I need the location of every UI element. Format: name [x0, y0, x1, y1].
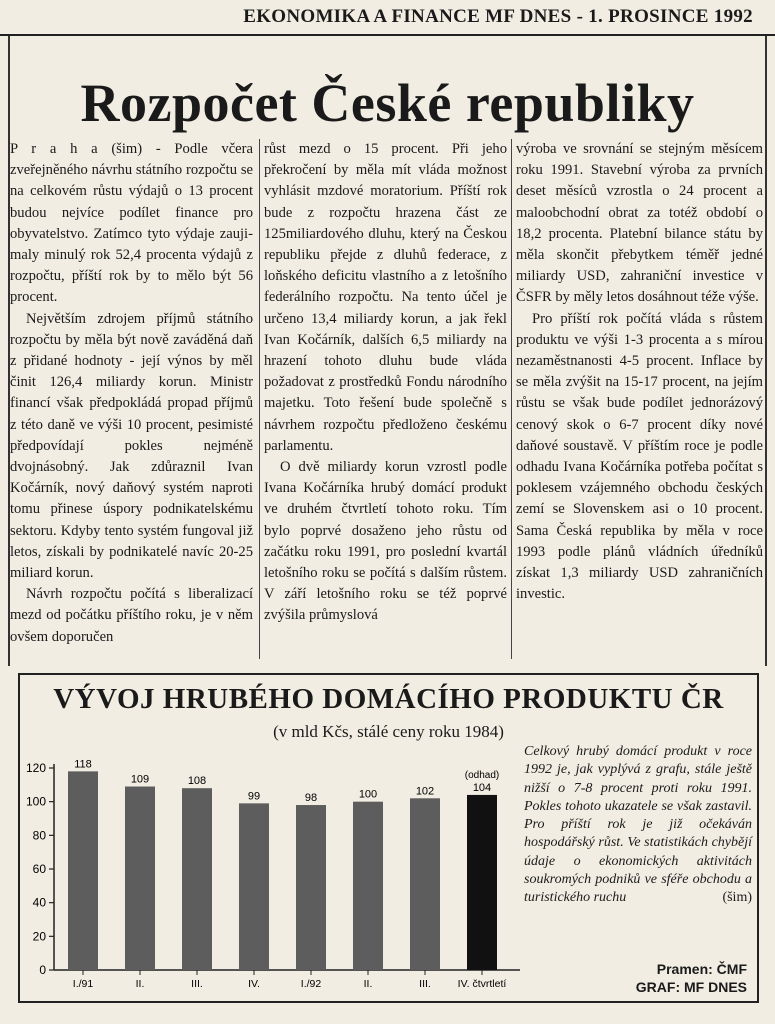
bar-annotation: (odhad) — [464, 769, 500, 781]
chart-subtitle: (v mld Kčs, stálé ceny roku 1984) — [273, 722, 504, 741]
bar-value-label: 102 — [415, 785, 435, 798]
paragraph: růst mezd o 15 procent. Při jeho překročení by měla mít vláda možnost vyhlásit mzdové moratorium. Příští rok bude z rozpočtu hrazena část ze 125miliardového dluhu, který na Českou republiku přejde z dluhů federace, z loňského deficitu vlastního a z letošního federálního rozpočtu. Na tento účel je určeno 13,4 miliardy korun, a jak řekl Ivan Kočárník, dalších 6,5 miliardy na hrazení tohoto dluhu bude vláda požadovat z prostředků Fondu národního majetku. Toto řešení bude společně s návrhem rozpočtu předloženo českému parlamentu. — [264, 141, 507, 454]
bar-value-label: 108 — [187, 775, 207, 788]
source-line-1: Pramen: ČMF — [656, 961, 747, 977]
y-tick-label: 40 — [32, 895, 46, 910]
chart-note — [524, 743, 752, 908]
y-tick-label: 100 — [25, 794, 46, 809]
paragraph: P r a h a (šim) - Podle včera zveřejněného návrhu státního rozpočtu se na celkovém růstu výdajů o 13 procent budou nejvíce podílet finance pro obyvatelstvo. Zatímco tyto výdaje zaujimaly minulý rok 52,4 procenta výdajů z rozpočtu, příští rok by to mělo být 56 procent. — [10, 141, 253, 306]
article-column-2 — [264, 139, 507, 627]
bar-value-label: 98 — [304, 792, 318, 805]
bar-value-label: 100 — [358, 788, 378, 801]
chart-title: VÝVOJ HRUBÉHO DOMÁCÍHO PRODUKTU ČR — [53, 683, 724, 715]
y-tick-label: 0 — [39, 963, 46, 977]
page-header — [0, 0, 775, 36]
paragraph: O dvě miliardy korun vzrostl podle Ivana Kočárníka hrubý domácí produkt ve druhém čtvrtletí tohoto roku. Tím bylo poprvé dosaženo jeho růstu od začátku roku 1991, pro poslední kvartál letošního roku se počítá s dalším růstem. V září letošního roku se též poprvé zvýšila průmyslová — [264, 459, 507, 624]
bar — [467, 795, 497, 970]
column-divider — [259, 139, 260, 659]
bar — [296, 805, 326, 970]
x-tick-label: I./91 — [72, 978, 94, 990]
bar — [68, 771, 98, 970]
chart-source — [636, 960, 747, 996]
x-tick-label: IV. čtvrtletí — [457, 978, 507, 990]
bar-value-label: 109 — [130, 773, 150, 786]
chart-note-author: (šim) — [722, 890, 752, 906]
x-tick-label: III. — [419, 978, 431, 990]
x-tick-label: II. — [363, 978, 373, 990]
article-headline: Rozpočet České republiky — [80, 73, 695, 133]
x-tick-label: II. — [135, 978, 145, 990]
paragraph: Pro příští rok počítá vláda s růstem produktu ve výši 1-3 procenta a s mírou nezaměstnanosti 4-5 procent. Inflace by se měla zvýšit na 15-17 procent, na jejím růstu se však bude podílet jednorázový cenový skok o 6-7 procent díky nové daňové soustavě. V příštím roce je podle odhadu Ivana Kočárníka potřeba počítat s poklesem vzájemného obchodu českých zemí se Slovenskem asi o 10 procent. Sama Česká republika by měla v roce 1993 podle plánů vládních úředníků získat 1,3 miliardy USD zahraničních investic. — [516, 310, 763, 603]
bar — [410, 798, 440, 970]
column-divider — [511, 139, 512, 659]
x-tick-label: III. — [191, 978, 203, 990]
bar-value-label: 104 — [472, 781, 492, 794]
bar — [239, 803, 269, 970]
paragraph: Největším zdrojem příjmů státního rozpočtu by měla být nově zaváděná daň z přidané hodnoty - její výnos by měl činit 126,4 miliardy korun. Ministr financí však předpokládá propad příjmů z této daně ve výši 10 procent, pesimisté předpovídají pokles nejméně dvojnásobný. Jak zdůraznil Ivan Kočárník, nový daňový systém naproti tomu přinese úspory podnikatelskému sektoru. Kdyby tento systém fungoval již letos, získali by podnikatelé navíc 20-25 miliard korun. — [10, 310, 253, 582]
article-column-1 — [10, 139, 253, 648]
x-tick-label: I./92 — [300, 978, 322, 990]
bar — [182, 788, 212, 970]
right-border-rule — [765, 36, 767, 666]
article-column-3 — [516, 139, 763, 605]
y-tick-label: 120 — [25, 761, 46, 775]
bar-value-label: 118 — [74, 758, 92, 771]
x-tick-label: IV. — [248, 978, 260, 990]
header-text: EKONOMIKA A FINANCE MF DNES - 1. PROSINCE 1992 — [243, 6, 753, 27]
gdp-chart-box — [18, 673, 759, 1003]
chart-note-text: Celkový hrubý domácí produkt v roce 1992 je, jak vyplývá z grafu, stále ještě nižší o 7-8 procent proti roku 1991. Pokles tohoto ukazatele se však zastavil. Pro příští rok je již očekáván hospodářský růst. Ve statistikách chybějí údaje o ekonomických aktivitách soukromých podniků ve sféře obchodu a turistického ruchu — [524, 744, 752, 906]
paragraph: Návrh rozpočtu počítá s liberalizací mezd od počátku příštího roku, je v něm ovšem doporučen — [10, 586, 253, 645]
paragraph: výroba ve srovnání se stejným měsícem roku 1991. Stavební výroba za prvních deset měsíců vzrostla o 24 procent a maloobchodní obrat za totéž období o 18,2 procenta. Platební bilance státu by měla skončit přebytkem téměř jedné miliardy USD, zahraniční investice v ČSFR by měly letos dosáhnout téže výše. — [516, 141, 763, 306]
source-line-2: GRAF: MF DNES — [635, 979, 747, 995]
y-tick-label: 80 — [32, 828, 46, 843]
y-tick-label: 20 — [32, 929, 46, 944]
bar — [353, 802, 383, 970]
bar — [125, 787, 155, 970]
y-tick-label: 60 — [32, 862, 46, 876]
bar-value-label: 99 — [247, 790, 261, 803]
